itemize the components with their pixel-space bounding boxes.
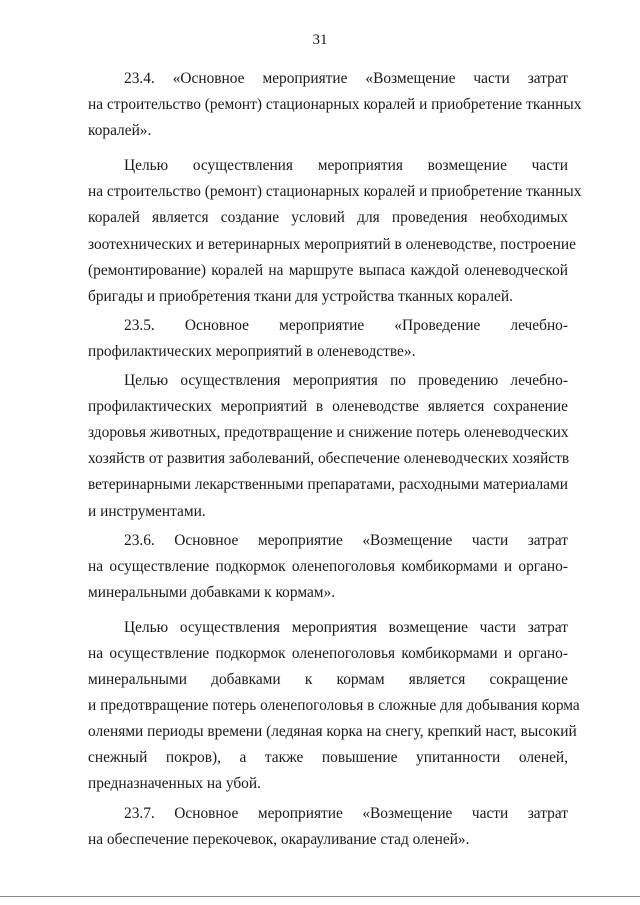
page-bottom-edge bbox=[0, 896, 640, 897]
paragraph-23-6-goal bbox=[88, 615, 580, 798]
page-number: 31 bbox=[312, 32, 328, 48]
text-line: Целью осуществления мероприятия возмещение части bbox=[124, 157, 568, 175]
text-line: зоотехнических и ветеринарных мероприятий в оленеводстве, построение bbox=[88, 235, 576, 253]
text-line: на строительство (ремонт) стационарных коралей и приобретение тканных bbox=[88, 183, 582, 201]
text-line: Целью осуществления мероприятия по проведению лечебно- bbox=[124, 372, 568, 390]
text-line: на строительство (ремонт) стационарных коралей и приобретение тканных bbox=[88, 96, 582, 114]
paragraph-23-5-heading bbox=[88, 313, 568, 365]
text-line: ветеринарными лекарственными препаратами, расходными материалами bbox=[88, 476, 568, 494]
paragraph-23-7-heading bbox=[88, 801, 568, 853]
text-line: 23.4. «Основное мероприятие «Возмещение части затрат bbox=[124, 70, 568, 87]
text-line: минеральными добавками к кормам». bbox=[88, 583, 336, 601]
text-line: 23.7. Основное мероприятие «Возмещение части затрат bbox=[124, 804, 568, 822]
text-line: оленями периоды времени (ледяная корка на снегу, крепкий наст, высокий bbox=[88, 723, 577, 741]
paragraph-23-4-heading bbox=[88, 66, 582, 144]
text-line: бригады и приобретения ткани для устройства тканных коралей. bbox=[88, 287, 513, 305]
document-body bbox=[88, 66, 582, 853]
text-line: минеральными добавками к кормам является сокращение bbox=[88, 671, 568, 689]
text-line: предназначенных на убой. bbox=[88, 775, 261, 793]
paragraph-23-5-goal bbox=[88, 368, 568, 525]
text-line: снежный покров), а также повышение упитанности оленей, bbox=[88, 749, 568, 767]
text-line: (ремонтирование) коралей на маршруте выпаса каждой оленеводческой bbox=[88, 261, 568, 279]
paragraph-23-4-goal bbox=[88, 153, 582, 310]
text-line: профилактических мероприятий в оленеводстве является сохранение bbox=[88, 398, 568, 416]
text-line: коралей является создание условий для проведения необходимых bbox=[88, 209, 568, 227]
paragraph-23-6-heading bbox=[88, 528, 568, 606]
text-line: хозяйств от развития заболеваний, обеспечение оленеводческих хозяйств bbox=[88, 450, 570, 468]
text-line: на осуществление подкормок оленепоголовья комбикормами и органо- bbox=[88, 644, 568, 662]
text-line: здоровья животных, предотвращение и снижение потерь оленеводческих bbox=[88, 424, 569, 442]
text-line: Целью осуществления мероприятия возмещение части затрат bbox=[124, 618, 568, 636]
text-line: коралей». bbox=[88, 122, 152, 140]
text-line: 23.5. Основное мероприятие «Проведение лечебно- bbox=[124, 316, 568, 334]
text-line: профилактических мероприятий в оленеводстве». bbox=[88, 342, 416, 360]
text-line: и предотвращение потерь оленепоголовья в сложные для добывания корма bbox=[88, 697, 580, 715]
text-line: 23.6. Основное мероприятие «Возмещение части затрат bbox=[124, 531, 568, 549]
text-line: и инструментами. bbox=[88, 502, 206, 520]
text-line: на обеспечение перекочевок, окарауливание стад оленей». bbox=[88, 830, 470, 848]
text-line: на осуществление подкормок оленепоголовья комбикормами и органо- bbox=[88, 557, 568, 575]
